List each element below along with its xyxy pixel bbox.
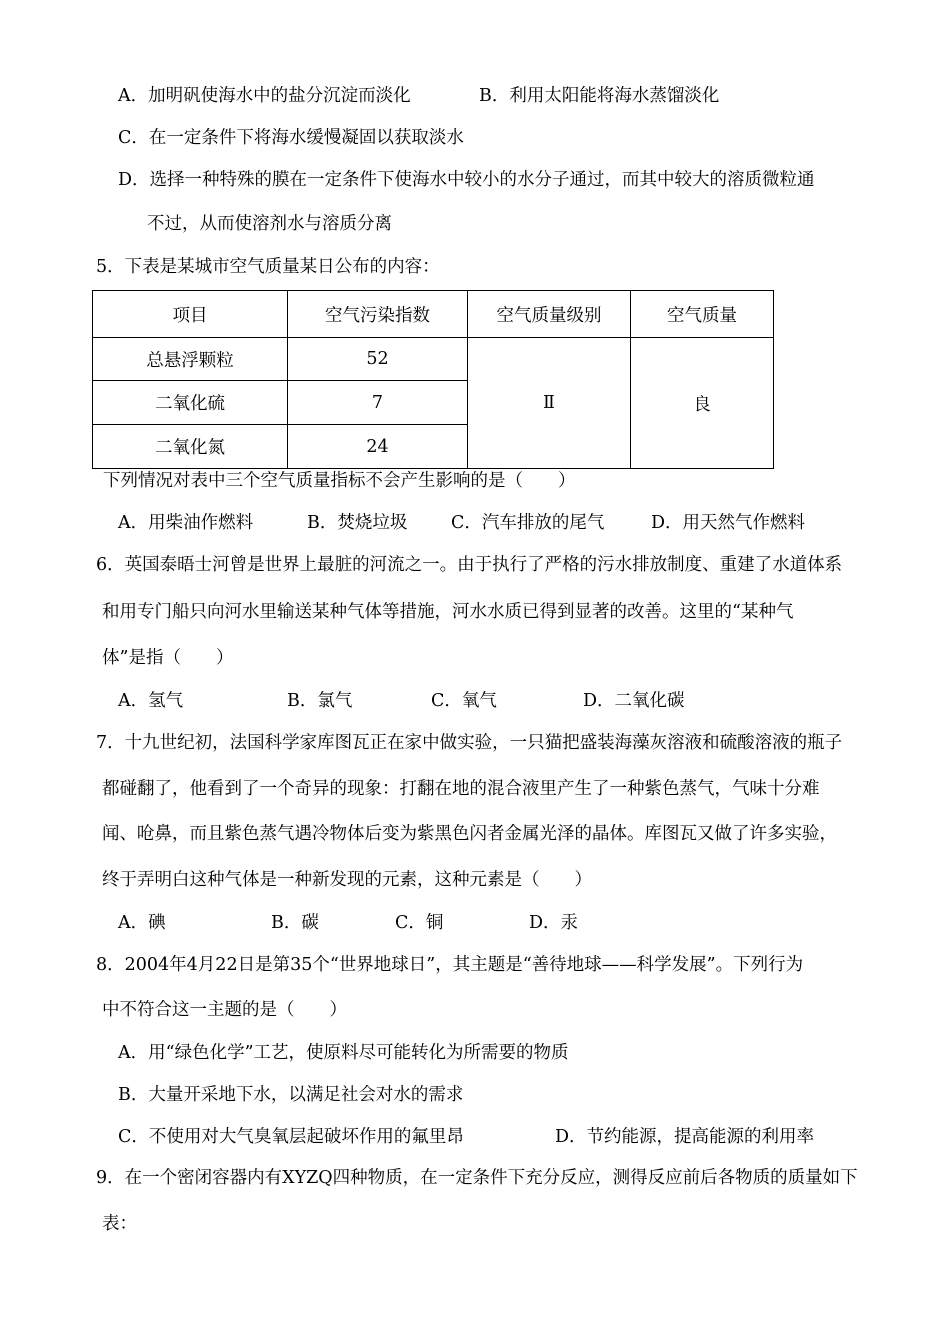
table-header-row: [93, 291, 774, 338]
row-item: 二氧化氮: [93, 425, 288, 469]
q4-option-b: B．利用太阳能将海水蒸馏淡化: [479, 86, 720, 106]
air-quality-rating: 良: [631, 338, 774, 469]
q4-option-d-line1: D．选择一种特殊的膜在一定条件下使海水中较小的水分子通过，而其中较大的溶质微粒通: [118, 170, 815, 190]
q4-option-d-line2: 不过，从而使溶剂水与溶质分离: [147, 214, 392, 234]
q8-option-b: B．大量开采地下水，以满足社会对水的需求: [118, 1085, 464, 1105]
q9-line1: 9．在一个密闭容器内有XYZQ四种物质，在一定条件下充分反应，测得反应前后各物质的质量如下: [96, 1168, 858, 1188]
header-quality: 空气质量: [631, 291, 774, 338]
q6-option-c: C．氧气: [431, 691, 497, 711]
q8-option-d: D．节约能源，提高能源的利用率: [555, 1127, 815, 1147]
q7-option-c: C．铜: [395, 913, 444, 933]
row-index: 24: [288, 425, 468, 469]
q6-option-b: B．氯气: [287, 691, 353, 711]
q4-option-a: A．加明矾使海水中的盐分沉淀而淡化: [118, 86, 411, 106]
q5-option-d: D．用天然气作燃料: [651, 513, 806, 533]
q6-line2: 和用专门船只向河水里输送某种气体等措施，河水水质已得到显著的改善。这里的“某种气: [102, 602, 794, 622]
q6-option-d: D．二氧化碳: [583, 691, 685, 711]
q4-option-c: C．在一定条件下将海水缓慢凝固以获取淡水: [118, 128, 464, 148]
q5-question: 下列情况对表中三个空气质量指标不会产生影响的是（ ）: [103, 471, 576, 491]
q7-option-d: D．汞: [529, 913, 579, 933]
q7-option-a: A．碘: [118, 913, 166, 933]
q7-line1: 7．十九世纪初，法国科学家库图瓦正在家中做实验，一只猫把盛装海藻灰溶液和硫酸溶液的瓶子: [96, 733, 843, 753]
q5-option-a: A．用柴油作燃料: [118, 513, 254, 533]
q7-line4: 终于弄明白这种气体是一种新发现的元素，这种元素是（ ）: [102, 870, 592, 890]
header-level: 空气质量级别: [468, 291, 631, 338]
q6-option-a: A．氢气: [118, 691, 184, 711]
q5-option-b: B．焚烧垃圾: [307, 513, 408, 533]
q7-line2: 都碰翻了，他看到了一个奇异的现象：打翻在地的混合液里产生了一种紫色蒸气，气味十分难: [102, 779, 820, 799]
row-item: 总悬浮颗粒: [93, 338, 288, 381]
air-quality-table: [92, 290, 774, 469]
header-index: 空气污染指数: [288, 291, 468, 338]
q6-line1: 6．英国泰晤士河曾是世界上最脏的河流之一。由于执行了严格的污水排放制度、重建了水道体系: [96, 555, 843, 575]
air-quality-level: Ⅱ: [468, 338, 631, 469]
q8-option-a: A．用“绿色化学”工艺，使原料尽可能转化为所需要的物质: [118, 1043, 569, 1063]
header-item: 项目: [93, 291, 288, 338]
q5-stem: 5．下表是某城市空气质量某日公布的内容：: [96, 257, 440, 277]
table-row: [93, 338, 774, 381]
q5-option-c: C．汽车排放的尾气: [451, 513, 605, 533]
q8-line1: 8．2004年4月22日是第35个“世界地球日”，其主题是“善待地球——科学发展”。下列行为: [96, 955, 804, 975]
q7-line3: 闻、呛鼻，而且紫色蒸气遇冷物体后变为紫黑色闪者金属光泽的晶体。库图瓦又做了许多实验，: [102, 824, 837, 844]
row-index: 7: [288, 381, 468, 425]
row-item: 二氧化硫: [93, 381, 288, 425]
row-index: 52: [288, 338, 468, 381]
q6-line3: 体”是指（ ）: [102, 648, 234, 668]
q8-option-c: C．不使用对大气臭氧层起破坏作用的氟里昂: [118, 1127, 464, 1147]
q8-line2: 中不符合这一主题的是（ ）: [102, 1000, 347, 1020]
q9-line2: 表：: [102, 1214, 137, 1234]
q7-option-b: B．碳: [271, 913, 319, 933]
